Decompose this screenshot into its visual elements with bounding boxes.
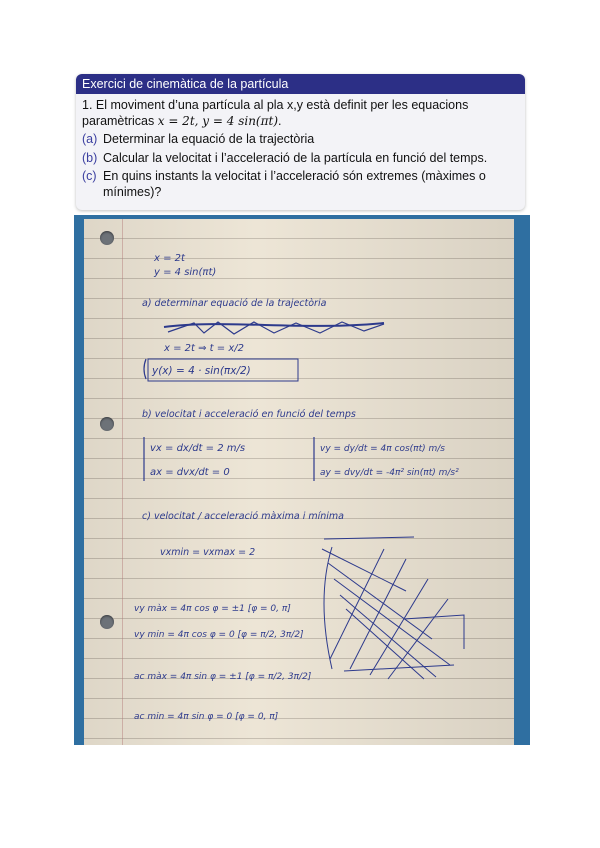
item-text: En quins instants la velocitat i l’acceleració són extremes (màximes o mínimes)?: [103, 169, 486, 199]
item-label: (c): [82, 169, 97, 183]
hw-y-equation: y = 4 sin(πt): [154, 267, 217, 278]
exercise-statement: [82, 98, 519, 129]
hw-vy-min: vy min = 4π cos φ = 0 [φ = π/2, 3π/2]: [134, 630, 304, 640]
hw-trajectory: y(x) = 4 · sin(πx/2): [152, 365, 251, 377]
exercise-body: [76, 94, 525, 200]
hw-x-equation: x = 2t: [154, 253, 185, 264]
hw-vy-max: vy màx = 4π cos φ = ±1 [φ = 0, π]: [134, 604, 291, 614]
crossed-out-sketch: [322, 537, 464, 679]
handwritten-notes-photo: [74, 215, 530, 745]
hw-ax: ax = dvx/dt = 0: [150, 467, 230, 478]
hw-ay: ay = dvy/dt = -4π² sin(πt) m/s²: [320, 468, 459, 478]
statement-line-1: 1. El moviment d’una partícula al pla x,y està definit per les equacions: [82, 98, 469, 112]
exercise-item-a: [82, 132, 519, 148]
hw-vx-extremes: vxmin = vxmax = 2: [160, 547, 256, 558]
equation-y: y = 4 sin(πt): [202, 113, 279, 128]
hw-vx: vx = dx/dt = 2 m/s: [150, 443, 246, 454]
exercise-item-c: [82, 169, 519, 200]
item-label: (a): [82, 132, 98, 146]
statement-prefix: paramètricas: [82, 113, 158, 128]
item-text: Determinar la equació de la trajectòria: [103, 132, 315, 146]
equation-x: x = 2t: [157, 113, 195, 128]
item-text: Calcular la velocitat i l’acceleració de la partícula en funció del temps.: [103, 150, 488, 165]
exercise-item-b: [82, 151, 519, 167]
hw-part-c-heading: c) velocitat / acceleració màxima i mínima: [142, 511, 344, 522]
exercise-box: [76, 74, 525, 210]
bracket-left: [144, 359, 146, 379]
notebook-page: [84, 219, 514, 745]
hw-ac-min: ac min = 4π sin φ = 0 [φ = 0, π]: [134, 712, 279, 722]
hw-ac-max: ac màx = 4π sin φ = ±1 [φ = π/2, 3π/2]: [134, 672, 312, 682]
hw-t-of-x: x = 2t ⇒ t = x/2: [164, 343, 244, 354]
hw-part-a-heading: a) determinar equació de la trajectòria: [142, 298, 327, 309]
hw-vy: vy = dy/dt = 4π cos(πt) m/s: [320, 444, 445, 454]
hw-part-b-heading: b) velocitat i acceleració en funció del temps: [142, 409, 356, 420]
equation-sep: ,: [194, 113, 203, 128]
statement-suffix: .: [278, 113, 282, 128]
handwriting-layer: [84, 219, 514, 745]
exercise-title: Exercici de cinemàtica de la partícula: [76, 74, 525, 94]
statement-line-2: [82, 114, 519, 130]
item-label: (b): [82, 150, 98, 165]
